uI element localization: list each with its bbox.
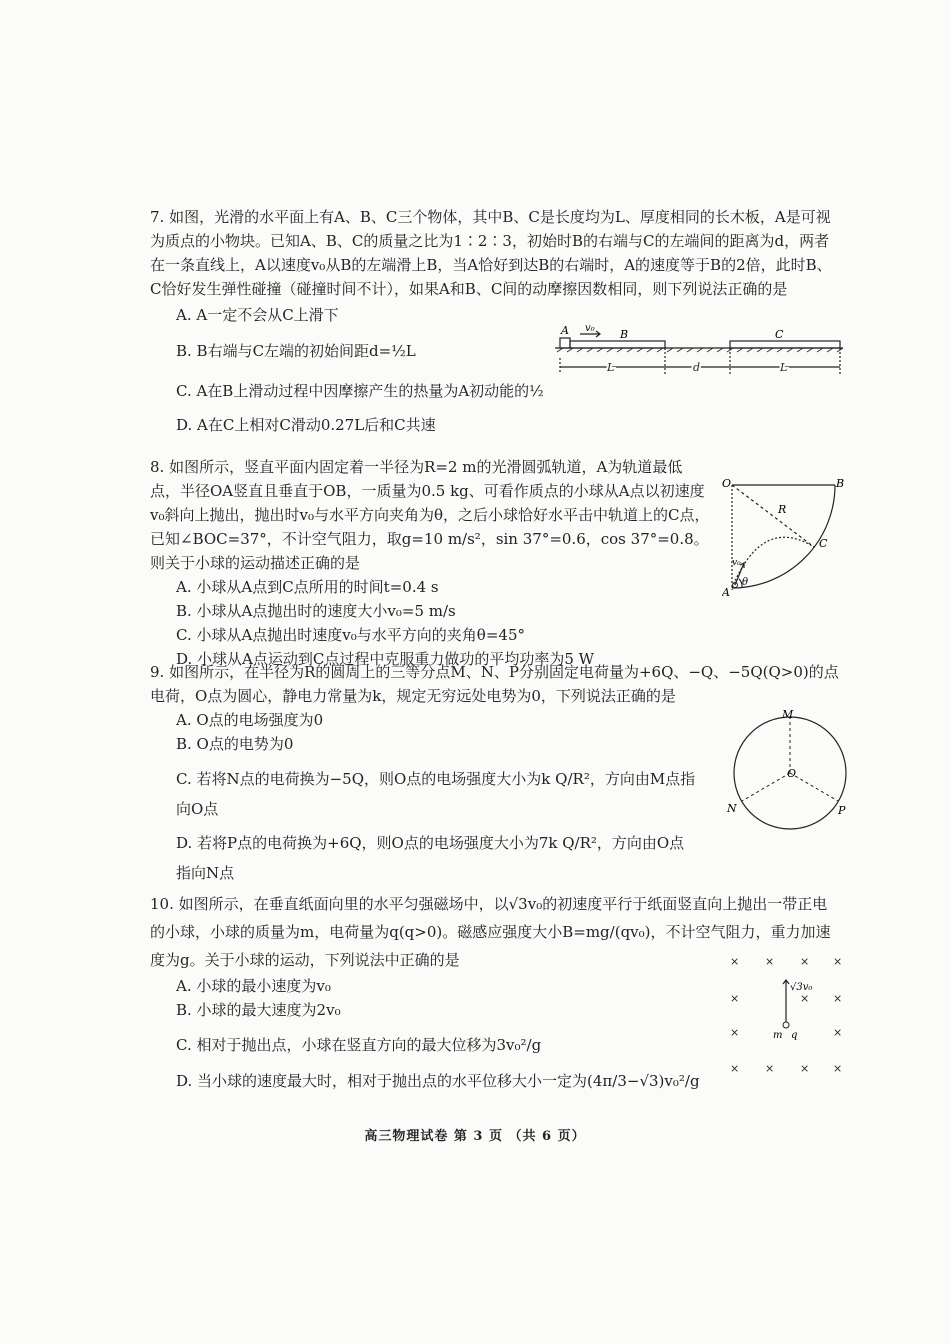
q7-label-a: A	[561, 324, 569, 337]
field-cross: ×	[730, 955, 740, 968]
q7-label-l1: L	[607, 361, 615, 374]
q7-label-c: C	[775, 328, 784, 341]
field-cross: ×	[730, 1062, 740, 1075]
q7-option-b: B. B右端与C左端的初始间距d=½L	[176, 342, 416, 360]
q10-option-a: A. 小球的最小速度为v₀	[176, 977, 331, 995]
field-cross: ×	[833, 955, 843, 968]
q8-label-b: B	[836, 477, 845, 490]
page-footer: 高三物理试卷 第 3 页 （共 6 页）	[364, 1129, 586, 1144]
field-cross: ×	[833, 992, 843, 1005]
field-cross: ×	[730, 1026, 740, 1039]
q8-label-theta: θ	[742, 577, 749, 588]
field-cross: ×	[730, 992, 740, 1005]
q10-figure	[725, 950, 850, 1080]
field-cross: ×	[765, 1062, 775, 1075]
q9-figure	[725, 708, 850, 833]
q7-block-a	[560, 338, 570, 348]
q7-option-a: A. A一定不会从C上滑下	[176, 306, 339, 324]
q9-option-c: C. 若将N点的电荷换为−5Q，则O点的电场强度大小为k Q/R²，方向由M点指向O点	[176, 770, 696, 818]
field-cross: ×	[765, 955, 775, 968]
q8-option-b: B. 小球从A点抛出时的速度大小v₀=5 m/s	[176, 602, 456, 620]
q9-option-d: D. 若将P点的电荷换为+6Q，则O点的电场强度大小为7k Q/R²，方向由O点指向N点	[176, 834, 685, 882]
q8-label-r: R	[778, 503, 787, 516]
q8-label-o: O	[722, 477, 732, 490]
field-cross: ×	[833, 1062, 843, 1075]
q10-label-q: q	[791, 1030, 798, 1041]
q8-figure	[722, 475, 847, 605]
q9-label-m: M	[782, 708, 794, 721]
q9-stem: 9. 如图所示，在半径为R的圆周上的三等分点M、N、P分别固定电荷量为+6Q、−Q、−5Q(Q>0)的点电荷，O点为圆心，静电力常量为k，规定无穷远处电势为0，下列说法正确的是	[150, 663, 839, 705]
q8-label-v0: v₀	[732, 558, 741, 568]
q8-option-a: A. 小球从A点到C点所用的时间t=0.4 s	[176, 578, 439, 596]
q7-label-v0: v₀	[585, 323, 595, 334]
q7-option-c: C. A在B上滑动过程中因摩擦产生的热量为A初动能的½	[176, 382, 544, 400]
q10-label-m: m	[773, 1030, 783, 1041]
q7-option-d: D. A在C上相对C滑动0.27L后和C共速	[176, 416, 436, 434]
q10-option-c: C. 相对于抛出点，小球在竖直方向的最大位移为3v₀²/g	[176, 1036, 542, 1054]
q7-label-d: d	[693, 361, 701, 374]
q9-label-n: N	[727, 802, 737, 815]
q7-label-l2: L	[780, 361, 788, 374]
q10-option-b: B. 小球的最大速度为2v₀	[176, 1001, 341, 1019]
q7-stem: 7. 如图，光滑的水平面上有A、B、C三个物体，其中B、C是长度均为L、厚度相同的长木板，A是可视为质点的小物块。已知A、B、C的质量之比为1∶2∶3，初始时B的右端与C的左端间的距离为d，两者在一条直线上，A以速度v₀从B的左端滑上B，当A恰好到达B的右端时，A的速度等于B的2倍，此时B、C恰好发生弹性碰撞（碰撞时间不计），如果A和B、C间的动摩擦因数相同，则下列说法正确的是	[150, 208, 832, 298]
q7-figure	[555, 322, 845, 382]
q8-stem: 8. 如图所示，竖直平面内固定着一半径为R=2 m的光滑圆弧轨道，A为轨道最低点，半径OA竖直且垂直于OB，一质量为0.5 kg、可看作质点的小球从A点以初速度v₀斜向上抛出，抛出时v₀与水平方向夹角为θ，之后小球恰好水平击中轨道上的C点，已知∠BOC=37°，不计空气阻力，取g=10 m/s²，sin 37°=0.6，cos 37°=0.8。则关于小球的运动描述正确的是	[150, 458, 710, 572]
field-cross: ×	[800, 955, 810, 968]
q9-label-o: O	[787, 767, 797, 780]
q9-option-b: B. O点的电势为0	[176, 735, 294, 753]
q7-board-c	[730, 341, 840, 348]
q8-label-c: C	[819, 537, 828, 550]
q9-label-p: P	[838, 804, 846, 817]
q9-option-a: A. O点的电场强度为0	[176, 711, 324, 729]
question-7	[150, 205, 840, 437]
field-cross: ×	[833, 1026, 843, 1039]
field-cross: ×	[800, 1062, 810, 1075]
q10-label-v: √3v₀	[790, 982, 813, 993]
field-cross: ×	[800, 992, 810, 1005]
q8-label-a: A	[722, 586, 730, 599]
q8-option-d: D. 小球从A点运动到C点过程中克服重力做功的平均功率为5 W	[176, 650, 595, 668]
q7-label-b: B	[620, 328, 629, 341]
q7-board-b	[570, 341, 665, 348]
q8-option-c: C. 小球从A点抛出时速度v₀与水平方向的夹角θ=45°	[176, 626, 525, 644]
q10-stem: 10. 如图所示，在垂直纸面向里的水平匀强磁场中，以√3v₀的初速度平行于纸面竖直向上抛出一带正电的小球，小球的质量为m，电荷量为q(q>0)。磁感应强度大小B=mg/(qv₀)，不计空气阻力，重力加速度为g。关于小球的运动，下列说法中正确的是	[150, 895, 831, 969]
q10-option-d: D. 当小球的速度最大时，相对于抛出点的水平位移大小一定为(4π/3−√3)v₀²/g	[176, 1072, 700, 1090]
